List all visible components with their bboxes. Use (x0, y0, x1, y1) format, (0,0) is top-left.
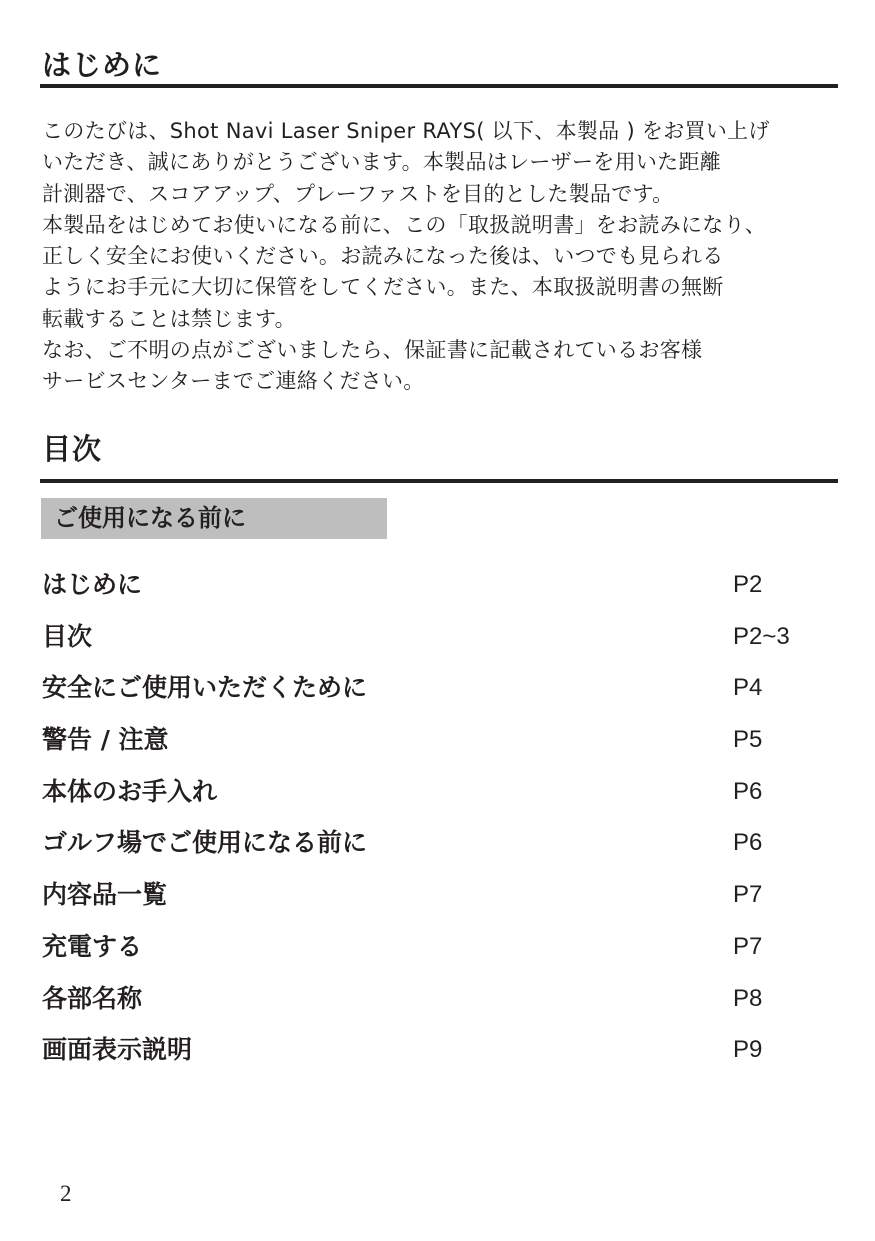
toc-entry-label: 安全にご使用いただくために (42, 673, 368, 703)
toc-entry-page: P6 (733, 777, 763, 805)
toc-entry-care[interactable] (0, 770, 875, 822)
toc-entry-page: P8 (733, 984, 763, 1012)
page-number: 2 (60, 1181, 72, 1206)
toc-list (0, 563, 875, 1080)
toc-entry-safety[interactable] (0, 666, 875, 718)
toc-entry-page: P2 (733, 571, 763, 598)
toc-entry-page: P2~3 (733, 622, 790, 650)
toc-entry-display[interactable] (0, 1028, 875, 1080)
toc-entry-golf-course[interactable] (0, 821, 875, 873)
toc-entry-label: ゴルフ場でご使用になる前に (42, 828, 368, 858)
toc-entry-label: 警告 / 注意 (42, 725, 169, 755)
intro-paragraph: このたびは、Shot Navi Laser Sniper RAYS( 以下、本製品 ) をお買い上げ いただき、誠にありがとうございます。本製品はレーザーを用いた距離 計測器で、スコアアップ、プレーファストを目的とした製品です。 (42, 119, 770, 206)
intro-title: はじめに (42, 48, 163, 82)
toc-entry-hajimeni[interactable] (0, 563, 875, 615)
toc-entry-page: P5 (733, 726, 763, 754)
toc-entry-warning[interactable] (0, 718, 875, 770)
toc-entry-label: 内容品一覧 (42, 880, 168, 910)
toc-entry-label: 目次 (42, 621, 93, 651)
toc-entry-page: P7 (733, 932, 763, 960)
intro-title-rule (40, 84, 838, 88)
toc-entry-label: 画面表示説明 (42, 1035, 193, 1065)
toc-entry-mokuji[interactable] (0, 615, 875, 667)
intro-paragraph: 本製品をはじめてお使いになる前に、この「取扱説明書」をお読みになり、 正しく安全にお使いください。お読みになった後は、いつでも見られる ようにお手元に大切に保管をしてください。また、本取扱説明書の無断 転載することは禁じます。 (42, 212, 767, 331)
toc-entry-contents[interactable] (0, 873, 875, 925)
toc-entry-page: P9 (733, 1036, 763, 1064)
toc-entry-label: はじめに (42, 570, 143, 599)
intro-paragraph: なお、ご不明の点がございましたら、保証書に記載されているお客様 サービスセンターまでご連絡ください。 (42, 338, 703, 394)
toc-entry-parts[interactable] (0, 977, 875, 1029)
toc-entry-page: P7 (733, 881, 763, 909)
toc-entry-charging[interactable] (0, 925, 875, 977)
toc-title: 目次 (42, 432, 103, 466)
intro-text (42, 116, 812, 398)
toc-entry-label: 充電する (42, 931, 143, 961)
toc-entry-page: P4 (733, 674, 763, 702)
toc-entry-label: 本体のお手入れ (42, 776, 218, 806)
toc-entry-page: P6 (733, 829, 763, 857)
toc-entry-label: 各部名称 (42, 983, 143, 1013)
toc-section-label: ご使用になる前に (41, 498, 387, 539)
toc-title-rule (40, 479, 838, 483)
